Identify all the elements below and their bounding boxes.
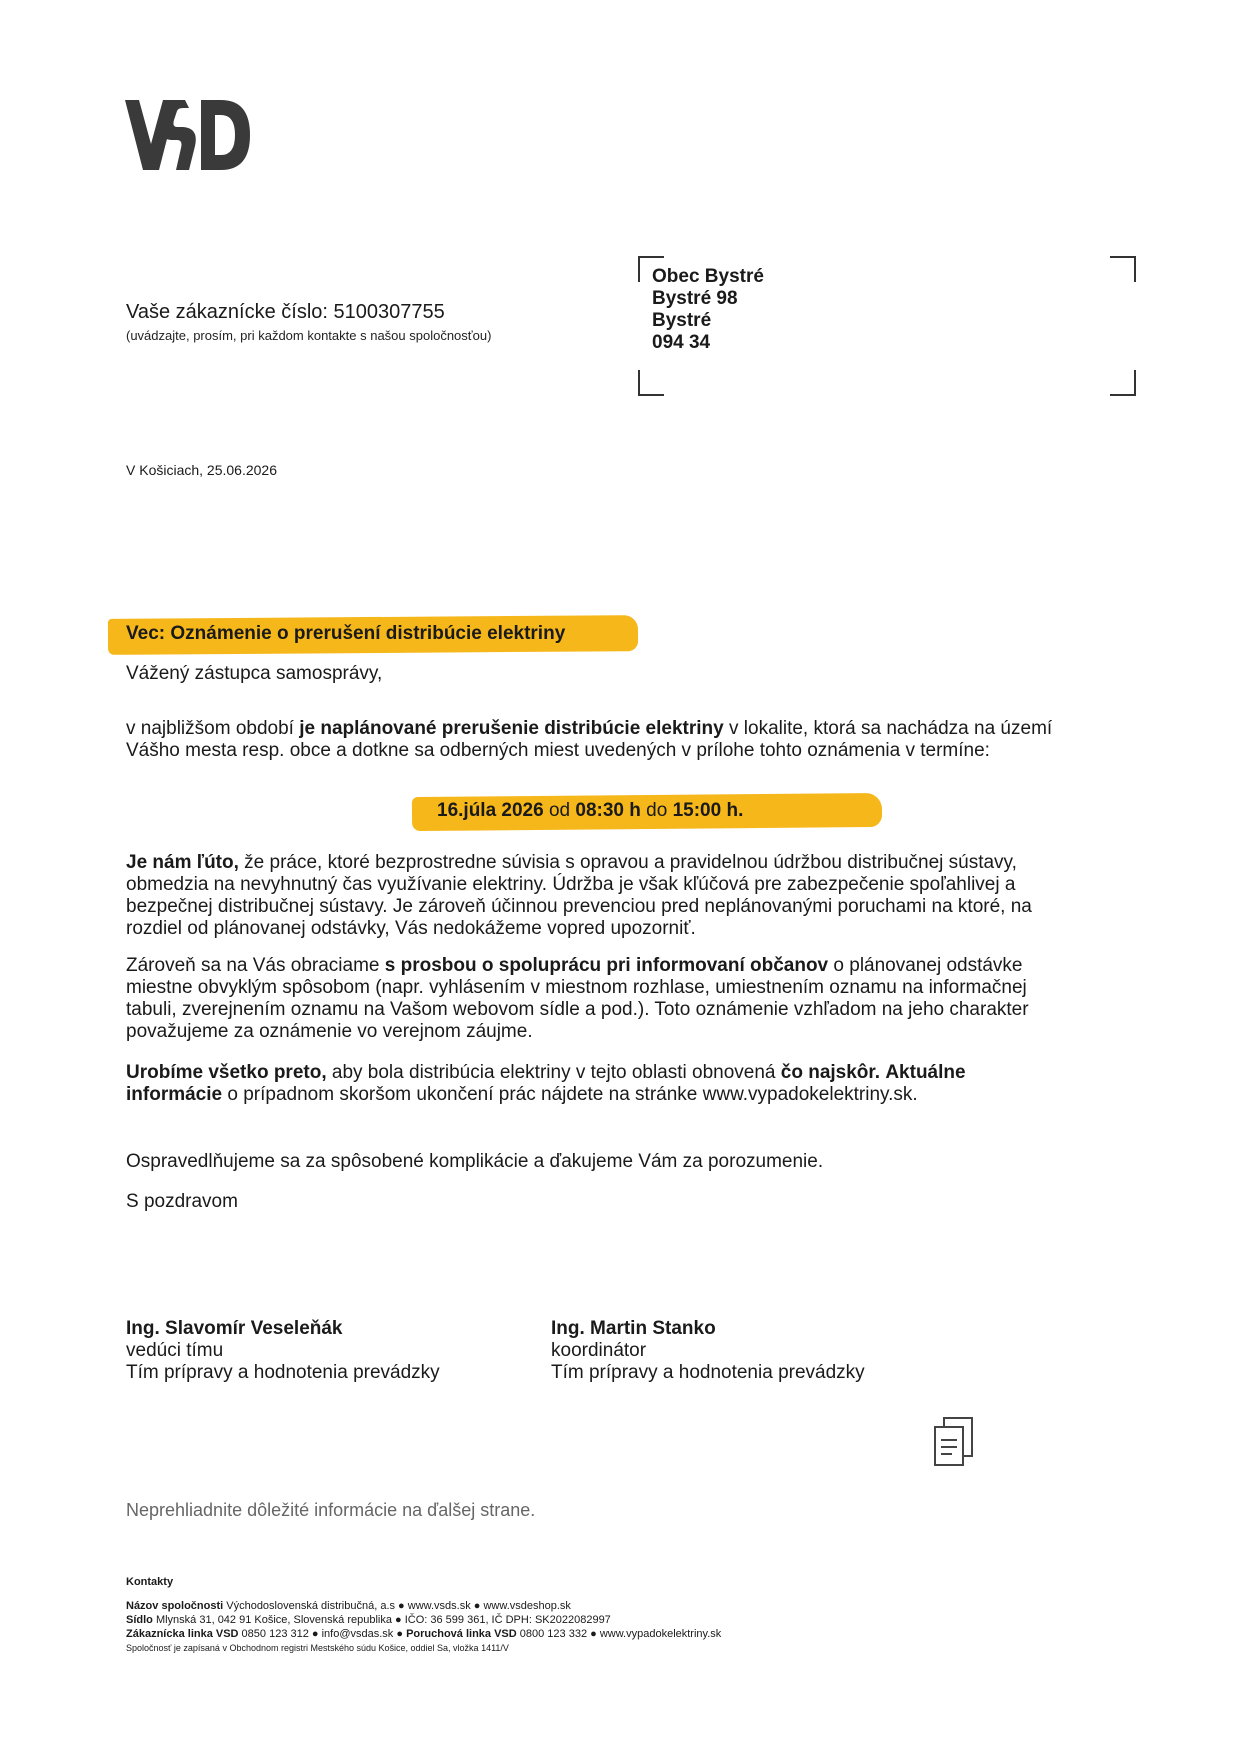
contacts-seat-line (126, 1613, 1126, 1627)
text-segment-bold: čo najskôr. (780, 1062, 881, 1083)
text-segment: aby bola distribúcia elektriny v tejto oblasti obnovená (326, 1062, 781, 1083)
signatory-team: Tím prípravy a hodnotenia prevádzky (126, 1362, 440, 1383)
signatory-name: Ing. Martin Stanko (551, 1318, 716, 1339)
next-page-note: Neprehliadnite dôležité informácie na ďalšej strane. (126, 1500, 536, 1520)
text-segment: Mlynská 31, 042 91 Košice, Slovenská republika ● IČO: 36 599 361, IČ DPH: SK2022082997 (152, 1614, 611, 1626)
recipient-zip: 094 34 (652, 332, 711, 353)
document-pages-icon (932, 1416, 976, 1468)
contacts-footer (126, 1575, 1126, 1655)
address-corner-mark (1110, 370, 1136, 396)
text-segment-bold: Aktuálne informácie (126, 1062, 966, 1105)
vsd-logo (125, 100, 250, 170)
text-segment: o plánovanej odstávke miestne obvyklým spôsobom (napr. vyhlásením v miestnom rozhlase, umiestnením oznamu na informačnej tabuli, zverejnením oznamu na Vašom webovom sídle a pod.). Toto oznámenie vzhľadom na jeho charakter považujeme za oznámenie vo verejnom záujme. (126, 955, 1029, 1042)
letter-date: V Košiciach, 25.06.2026 (126, 462, 277, 478)
text-segment-bold: Je nám ľúto, (126, 852, 239, 873)
text-segment-bold: je naplánované prerušenie distribúcie elektriny (299, 718, 724, 739)
address-corner-mark (1110, 256, 1136, 282)
signatory-role: vedúci tímu (126, 1340, 224, 1361)
regards-line: S pozdravom (126, 1191, 238, 1212)
address-corner-mark (638, 370, 664, 396)
signatory-role: koordinátor (551, 1340, 647, 1361)
letter-subject: Vec: Oznámenie o prerušení distribúcie elektriny (126, 623, 566, 644)
contacts-title: Kontakty (126, 1576, 174, 1588)
text-segment: že práce, ktoré bezprostredne súvisia s opravou a pravidelnou údržbou distribučnej sústavy, obmedzia na nevyhnutný čas využívanie elektriny. Údržba je však kľúčová pre zabezpečenie spoľahlivej a bezpečnej distribučnej sústavy. Je zároveň účinnou prevenciou pred neplánovanými poruchami na ktoré, na rozdiel od plánovanej odstávky, Vás nedokážeme vopred upozorniť. (126, 852, 1032, 939)
contacts-registry-line: Spoločnosť je zapísaná v Obchodnom registri Mestského súdu Košice, oddiel Sa, vložka 1411/V (126, 1643, 509, 1653)
text-segment: do (640, 800, 673, 821)
text-segment: 0850 123 312 ● info@vsdas.sk ● (238, 1628, 407, 1640)
text-segment: od (543, 800, 576, 821)
text-segment-bold: s prosbou o spoluprácu pri informovaní občanov (384, 955, 829, 976)
paragraph-apology-reason (126, 852, 1066, 940)
paragraph-intro (126, 718, 1066, 762)
text-segment-bold: Urobíme všetko preto, (126, 1062, 327, 1083)
apology-line: Ospravedlňujeme sa za spôsobené komplikácie a ďakujeme Vám za porozumenie. (126, 1151, 824, 1172)
outage-date: 16.júla 2026 (437, 800, 544, 821)
paragraph-restoration (126, 1062, 1066, 1106)
contacts-hotline-line (126, 1627, 1126, 1641)
signature-block (126, 1318, 440, 1384)
recipient-address (638, 256, 1136, 396)
text-segment-bold: Zákaznícka linka VSD (126, 1628, 239, 1640)
outage-start: 08:30 h (575, 800, 641, 821)
text-segment: v lokalite, ktorá sa nachádza na území Vášho mesta resp. obce a dotkne sa odberných miest uvedených v prílohe tohto oznámenia v termíne: (126, 718, 1053, 761)
signature-block (551, 1318, 865, 1384)
recipient-city: Bystré (652, 310, 712, 331)
text-segment: Zároveň sa na Vás obraciame (126, 955, 385, 976)
signatory-name: Ing. Slavomír Veseleňák (126, 1318, 343, 1339)
contacts-company-line (126, 1599, 1126, 1613)
text-segment: o prípadnom skoršom ukončení prác nájdete na stránke www.vypadokelektriny.sk. (222, 1084, 918, 1105)
customer-number: Vaše zákaznícke číslo: 5100307755 (126, 301, 445, 323)
recipient-street: Bystré 98 (652, 288, 738, 309)
text-segment: 0800 123 332 ● www.vypadokelektriny.sk (516, 1628, 722, 1640)
customer-number-note: (uvádzajte, prosím, pri každom kontakte s našou spoločnosťou) (126, 328, 492, 343)
text-segment: Východoslovenská distribučná, a.s ● www.vsds.sk ● www.vsdeshop.sk (223, 1600, 571, 1612)
outage-term (437, 800, 743, 822)
paragraph-cooperation (126, 955, 1066, 1043)
text-segment-bold: Sídlo (126, 1614, 153, 1626)
text-segment: v najbližšom období (126, 718, 300, 739)
recipient-name: Obec Bystré (652, 266, 764, 287)
text-segment-bold: Názov spoločnosti (126, 1600, 224, 1612)
greeting: Vážený zástupca samosprávy, (126, 663, 383, 684)
signatory-team: Tím prípravy a hodnotenia prevádzky (551, 1362, 865, 1383)
outage-end: 15:00 h. (672, 800, 744, 821)
text-segment-bold: Poruchová linka VSD (406, 1628, 517, 1640)
